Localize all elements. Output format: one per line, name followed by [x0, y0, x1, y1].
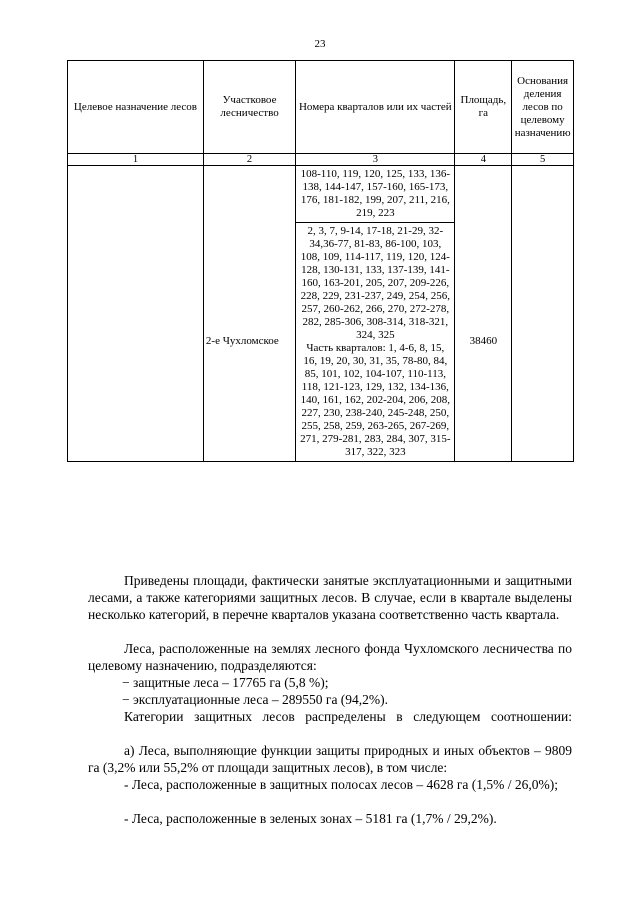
area-cell: 38460 [455, 223, 512, 462]
header-forestry: Участковое лесничество [203, 61, 295, 154]
table-header-row [68, 61, 574, 154]
area-cell-continued [455, 166, 512, 223]
paragraph: а) Леса, выполняющие функции защиты природных и иных объектов – 9809 га (3,2% или 55,2% от площади защитных лесов), в том числе: [88, 743, 572, 775]
quarters-cell [296, 223, 455, 462]
column-number: 3 [296, 154, 455, 166]
list-item: - Леса, расположенные в защитных полосах лесов – 4628 га (1,5% / 26,0%); [124, 777, 558, 792]
header-quarters: Номера кварталов или их частей [296, 61, 455, 154]
list-item: − эксплуатационные леса – 289550 га (94,2%). [122, 692, 389, 707]
header-purpose: Целевое назначение лесов [68, 61, 204, 154]
column-number: 2 [203, 154, 295, 166]
list-item: - Леса, расположенные в зеленых зонах – 5181 га (1,7% / 29,2%). [124, 811, 497, 826]
forest-purpose-table [67, 60, 574, 462]
basis-cell [512, 166, 574, 462]
paragraph: Категории защитных лесов распределены в следующем соотношении: [124, 709, 572, 724]
forestry-cell-continued [203, 166, 295, 223]
paragraph: Приведены площади, фактически занятые эксплуатационными и защитными лесами, а также категориями защитных лесов. В случае, если в квартале выделены несколько категорий, в перечне кварталов указана соответственно часть квартала. [88, 573, 572, 622]
list-item: − защитные леса – 17765 га (5,8 %); [122, 675, 329, 690]
header-basis: Основания деления лесов по целевому назначению [512, 61, 574, 154]
column-number: 1 [68, 154, 204, 166]
table-row [68, 166, 574, 223]
quarters-cell: 108-110, 119, 120, 125, 133, 136-138, 144-147, 157-160, 165-173, 176, 181-182, 199, 207, 211, 216, 219, 223 [296, 166, 455, 223]
forestry-cell: 2-е Чухломское [203, 223, 295, 462]
column-number: 5 [512, 154, 574, 166]
quarters-list: 2, 3, 7, 9-14, 17-18, 21-29, 32-34,36-77, 81-83, 86-100, 103, 108, 109, 114-117, 119, 120, 124-128, 130-131, 133, 137-139, 141-160, 163-201, 205, 207, 209-226, 228, 229, 231-237, 249, 254, 256, 257, 260-262, 266, 270, 272-278, 282, 285-306, 308-314, 318-321, 324, 325 [300, 225, 451, 341]
purpose-cell [68, 166, 204, 462]
column-number-row [68, 154, 574, 166]
paragraph: Леса, расположенные на землях лесного фонда Чухломского лесничества по целевому назначению, подразделяются: [88, 641, 572, 673]
page-number: 23 [314, 38, 326, 50]
quarter-parts-list: Часть кварталов: 1, 4-6, 8, 15, 16, 19, 20, 30, 31, 35, 78-80, 84, 85, 101, 102, 104-107, 110-113, 118, 121-123, 129, 132, 134-136, 140, 161, 162, 202-204, 206, 208, 227, 230, 238-240, 245-248, 250, 255, 258, 259, 263-265, 267-269, 271, 279-281, 283, 284, 307, 315-317, 322, 323 [300, 342, 451, 458]
column-number: 4 [455, 154, 512, 166]
header-area: Площадь, га [455, 61, 512, 154]
